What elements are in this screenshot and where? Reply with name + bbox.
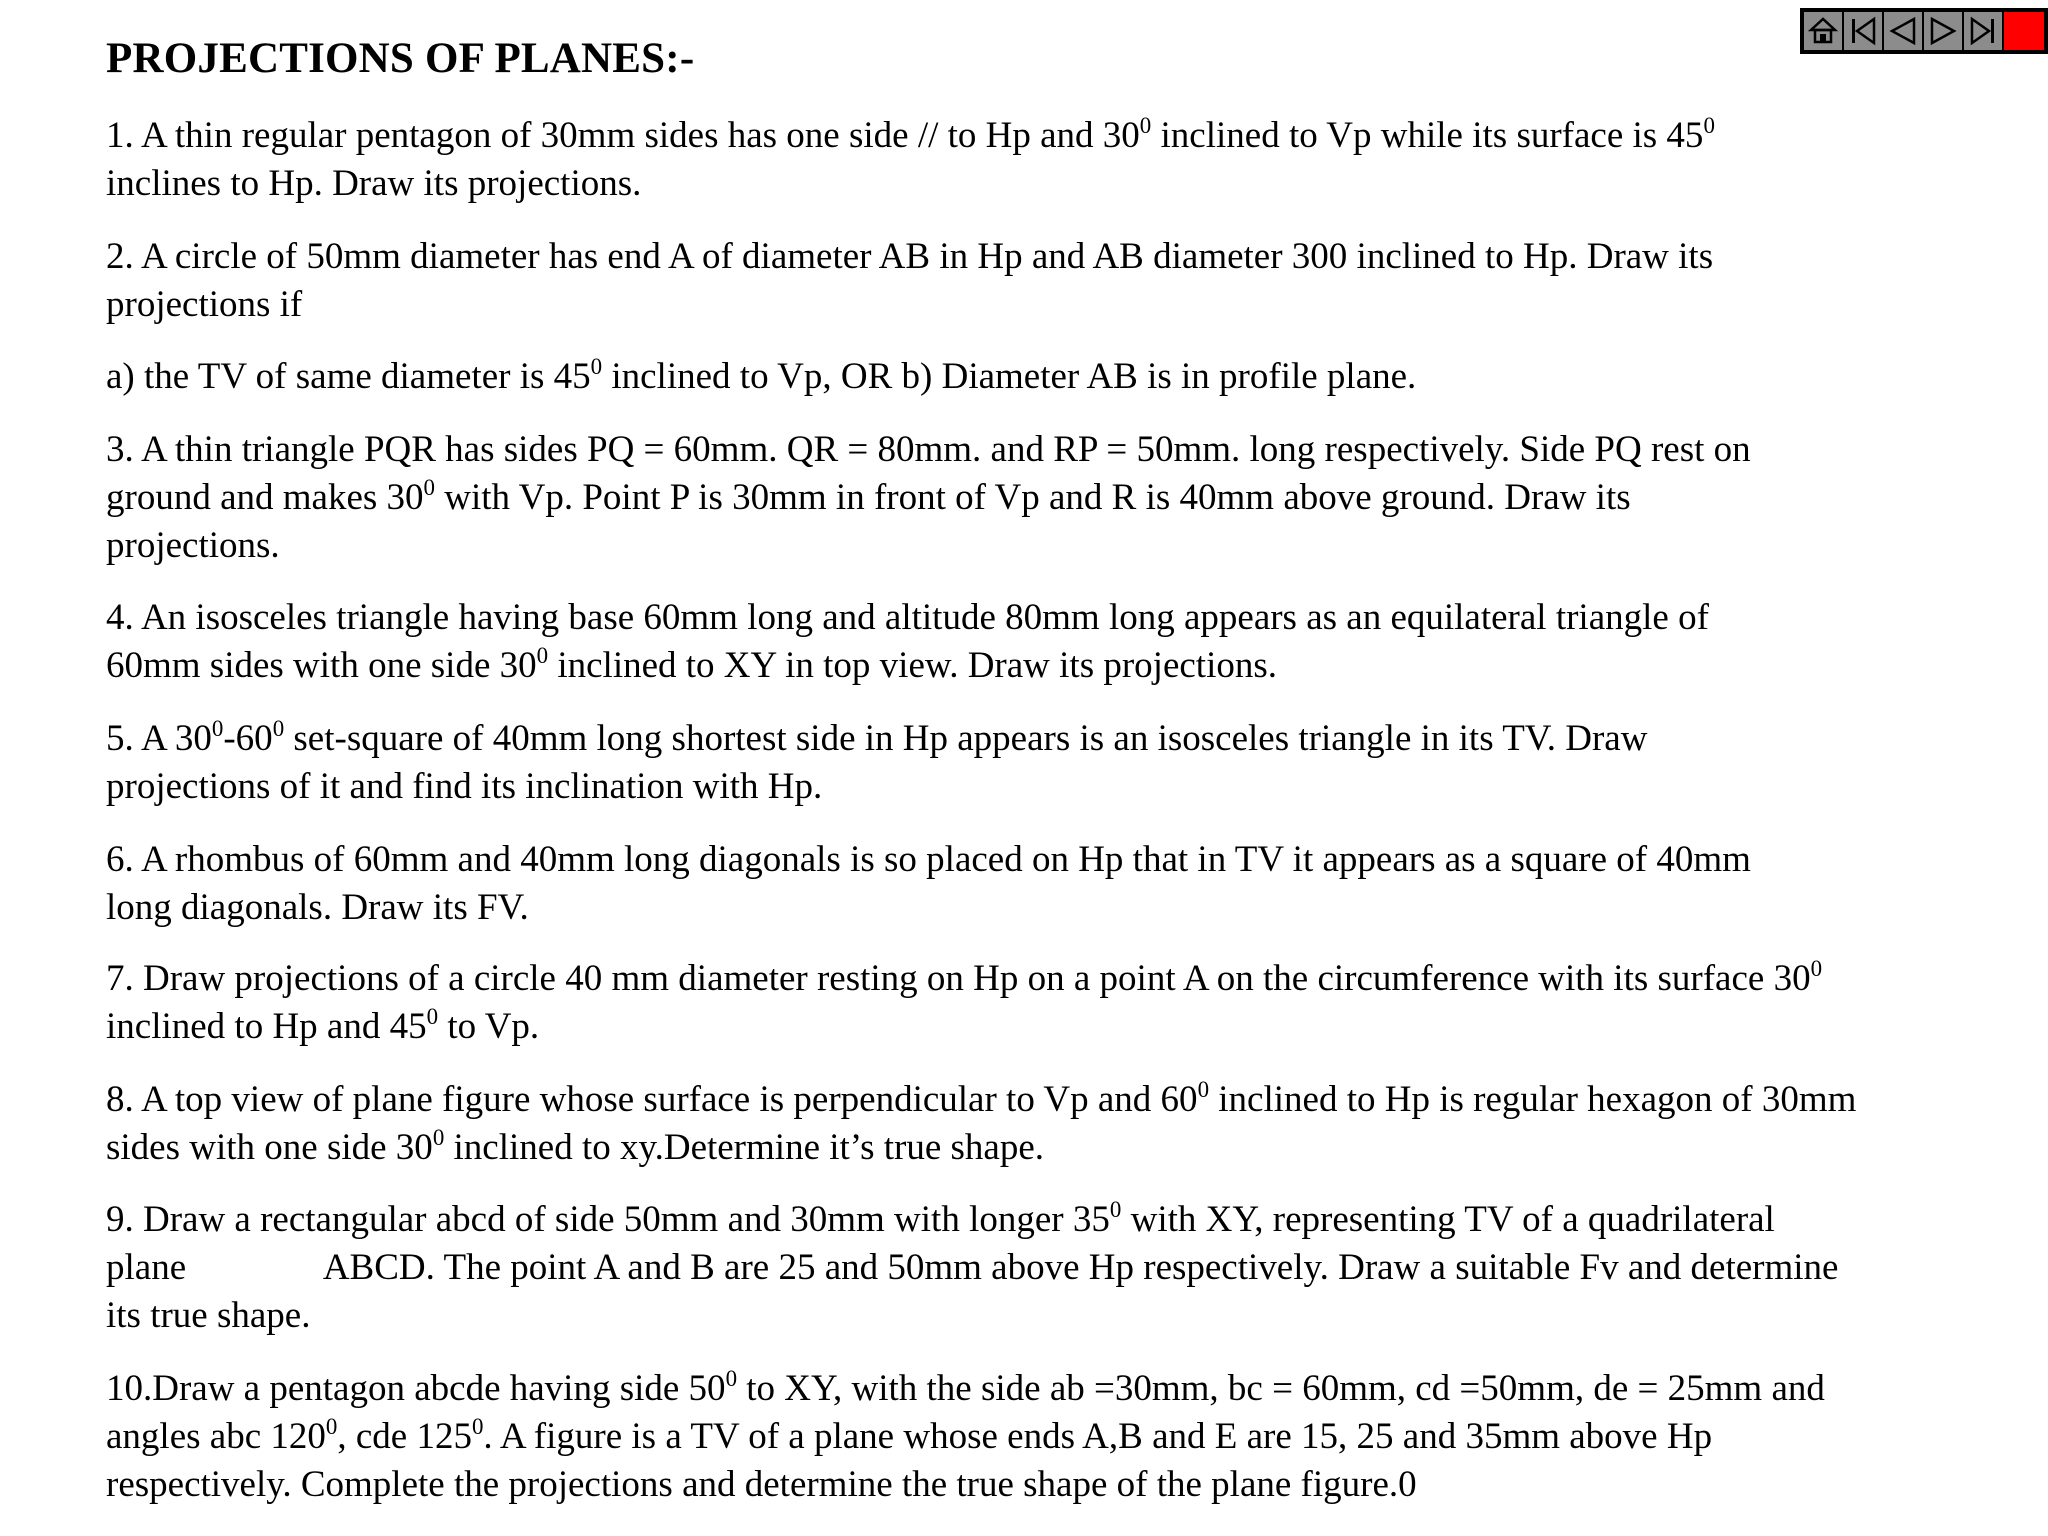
- previous-slide-button[interactable]: [1883, 11, 1923, 51]
- question-10-line-2: angles abc $120^0$, cde $125^0$. A figure is a TV of a plane whose ends A,B and E are 15, 25 and 35mm above Hp: [106, 1413, 1713, 1457]
- next-icon: [1927, 15, 1959, 47]
- question-5-line-2: projections of it and find its inclination with Hp.: [106, 766, 823, 807]
- first-icon: [1847, 15, 1879, 47]
- question-10-line-3: respectively. Complete the projections and determine the true shape of the plane figure.0: [106, 1464, 1417, 1505]
- previous-icon: [1887, 15, 1919, 47]
- question-1-line-1: 1. A thin regular pentagon of 30mm sides has one side // to Hp and $30^0$ inclined to Vp while its surface is $45^0$: [106, 112, 1715, 156]
- question-9-line-2: plane ABCD. The point A and B are 25 and 50mm above Hp respectively. Draw a suitable Fv and determine: [106, 1247, 1839, 1288]
- stop-button[interactable]: [2003, 11, 2045, 51]
- question-10-line-1: 10.Draw a pentagon abcde having side $50^0$ to XY, with the side ab =30mm, bc = 60mm, cd =50mm, de = 25mm and: [106, 1365, 1825, 1409]
- page-title: PROJECTIONS OF PLANES:-: [106, 35, 695, 82]
- question-7-line-1: 7. Draw projections of a circle 40 mm diameter resting on Hp on a point A on the circumference with its surface $30^0$: [106, 955, 1823, 999]
- question-2-options: a) the TV of same diameter is $45^0$ inclined to Vp, OR b) Diameter AB is in profile plane.: [106, 353, 1417, 397]
- last-icon: [1967, 15, 1999, 47]
- home-icon: [1807, 15, 1839, 47]
- question-7-line-2: inclined to Hp and $45^0$ to Vp.: [106, 1003, 540, 1047]
- question-5-line-1: 5. A $30^0-60^0$ set-square of 40mm long shortest side in Hp appears is an isosceles triangle in its TV. Draw: [106, 715, 1648, 759]
- question-3-line-1: 3. A thin triangle PQR has sides PQ = 60mm. QR = 80mm. and RP = 50mm. long respectively. Side PQ rest on: [106, 429, 1751, 470]
- question-6-line-2: long diagonals. Draw its FV.: [106, 887, 529, 928]
- question-6-line-1: 6. A rhombus of 60mm and 40mm long diagonals is so placed on Hp that in TV it appears as a square of 40mm: [106, 839, 1751, 880]
- home-button[interactable]: [1803, 11, 1843, 51]
- question-8-line-1: 8. A top view of plane figure whose surface is perpendicular to Vp and $60^0$ inclined to Hp is regular hexagon of 30mm: [106, 1076, 1857, 1120]
- question-2-line-1: 2. A circle of 50mm diameter has end A of diameter AB in Hp and AB diameter 300 inclined to Hp. Draw its: [106, 236, 1714, 277]
- question-1-line-2: inclines to Hp. Draw its projections.: [106, 163, 642, 204]
- question-9-line-1: 9. Draw a rectangular abcd of side 50mm and 30mm with longer $35^0$ with XY, representing TV of a quadrilateral: [106, 1196, 1775, 1240]
- question-3-line-2: ground and makes $30^0$ with Vp. Point P is 30mm in front of Vp and R is 40mm above ground. Draw its: [106, 474, 1631, 518]
- last-slide-button[interactable]: [1963, 11, 2003, 51]
- question-2-line-2: projections if: [106, 284, 303, 325]
- question-4-line-2: 60mm sides with one side $30^0$ inclined to XY in top view. Draw its projections.: [106, 642, 1278, 686]
- next-slide-button[interactable]: [1923, 11, 1963, 51]
- first-slide-button[interactable]: [1843, 11, 1883, 51]
- question-4-line-1: 4. An isosceles triangle having base 60mm long and altitude 80mm long appears as an equilateral triangle of: [106, 597, 1709, 638]
- question-8-line-2: sides with one side $30^0$ inclined to xy.Determine it’s true shape.: [106, 1124, 1044, 1168]
- question-3-line-3: projections.: [106, 525, 280, 566]
- question-9-line-3: its true shape.: [106, 1295, 311, 1336]
- navigation-toolbar: [1800, 8, 2048, 54]
